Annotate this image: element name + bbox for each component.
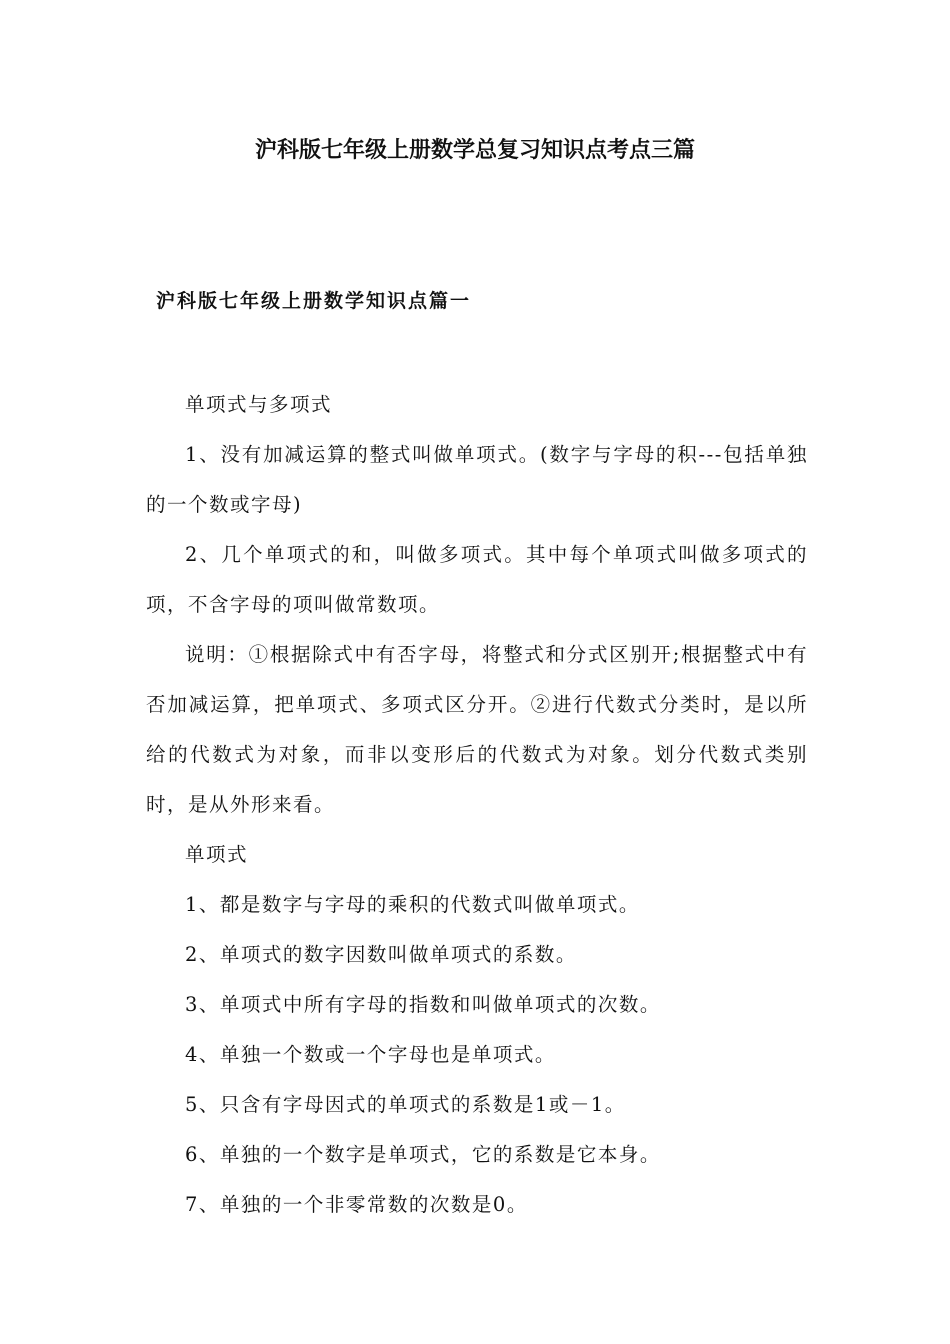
document-title: 沪科版七年级上册数学总复习知识点考点三篇: [254, 138, 695, 163]
paragraph-item: 1、没有加减运算的整式叫做单项式。(数字与字母的积---包括单独的一个数或字母): [146, 443, 808, 516]
subheading-monomial-polynomial: 单项式与多项式: [185, 393, 333, 416]
paragraph-item: 5、只含有字母因式的单项式的系数是1或－1。: [185, 1093, 626, 1116]
paragraph-item: 2、单项式的数字因数叫做单项式的系数。: [185, 943, 577, 966]
paragraph-item: 6、单独的一个数字是单项式，它的系数是它本身。: [185, 1143, 661, 1166]
section-heading: 沪科版七年级上册数学知识点篇一: [156, 290, 472, 312]
subheading-monomial: 单项式: [185, 843, 249, 866]
document-body: [146, 380, 808, 1230]
paragraph-item: 7、单独的一个非零常数的次数是0。: [185, 1193, 528, 1216]
paragraph-item: 2、几个单项式的和，叫做多项式。其中每个单项式叫做多项式的项，不含字母的项叫做常数项。: [146, 543, 808, 616]
paragraph-explanation: 说明：①根据除式中有否字母，将整式和分式区别开;根据整式中有否加减运算，把单项式、多项式区分开。②进行代数式分类时，是以所给的代数式为对象，而非以变形后的代数式为对象。划分代数式类别时，是从外形来看。: [146, 643, 808, 816]
paragraph-item: 4、单独一个数或一个字母也是单项式。: [185, 1043, 556, 1066]
paragraph-item: 1、都是数字与字母的乘积的代数式叫做单项式。: [185, 893, 640, 916]
paragraph-item: 3、单项式中所有字母的指数和叫做单项式的次数。: [185, 993, 661, 1016]
